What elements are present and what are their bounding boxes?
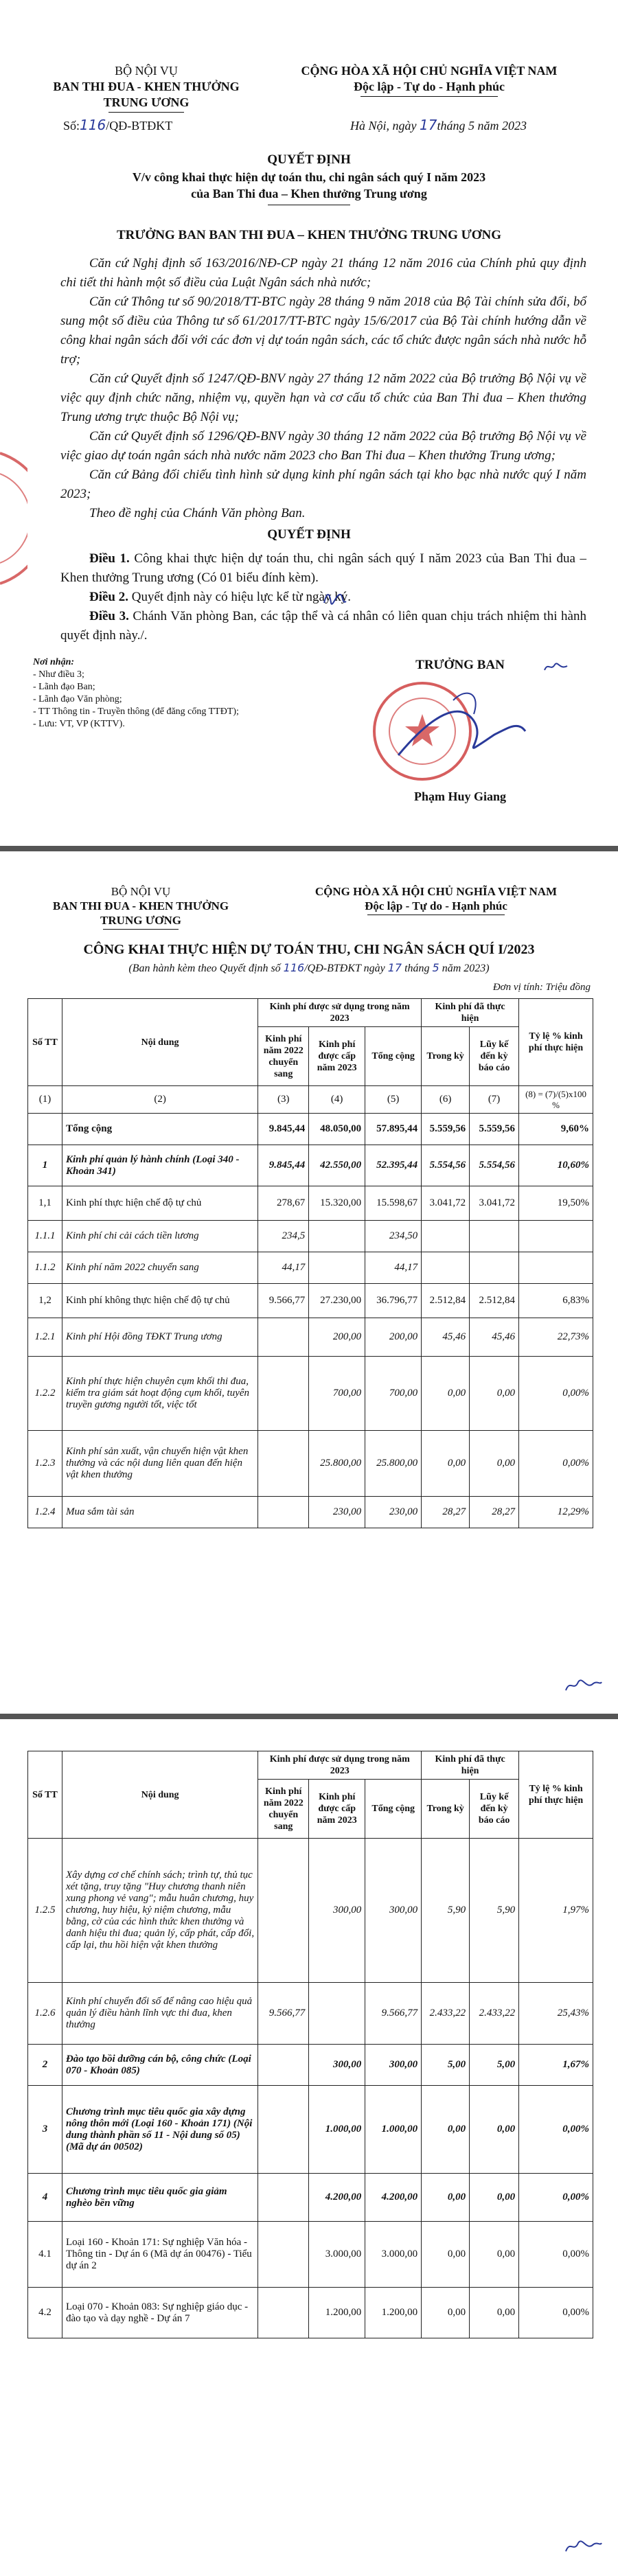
article-text: Công khai thực hiện dự toán thu, chi ngân sách quý I năm 2023 của Ban Thi đua – Khen thưởng Trung ương (Có 01 biểu đính kèm). — [60, 551, 587, 585]
cell-total: 234,50 — [365, 1221, 422, 1252]
cell-content: Mua sắm tài sản — [62, 1497, 258, 1528]
subtitle-month-label: tháng — [404, 963, 430, 974]
cell-rate: 9,60% — [519, 1114, 593, 1145]
cell-period — [422, 1252, 470, 1284]
article-label: Điều 1. — [89, 551, 130, 566]
cell-stt: 4.2 — [28, 2288, 62, 2338]
table-row — [28, 1983, 593, 2045]
cell-rate: 22,73% — [519, 1318, 593, 1357]
decision-page — [0, 0, 618, 846]
cell-period: 0,00 — [422, 2222, 470, 2288]
cell-total: 230,00 — [365, 1497, 422, 1528]
report-page-2 — [0, 1719, 618, 2576]
number-prefix: Số: — [63, 119, 80, 133]
cell-cumulative — [470, 1221, 519, 1252]
col-group-budget: Kinh phí được sử dụng trong năm 2023 — [258, 1751, 422, 1780]
cell-stt: 1.2.1 — [28, 1318, 62, 1357]
cell-total: 3.000,00 — [365, 2222, 422, 2288]
national-header — [268, 63, 591, 97]
cell-cumulative: 5,00 — [470, 2045, 519, 2086]
cell-total: 57.895,44 — [365, 1114, 422, 1145]
cell-total: 4.200,00 — [365, 2174, 422, 2222]
cell-total: 1.000,00 — [365, 2086, 422, 2174]
cell-period: 0,00 — [422, 1431, 470, 1497]
handwritten-month: 5 — [432, 961, 439, 974]
col-number: (8) = (7)/(5)x100 % — [519, 1086, 593, 1114]
date-month: 5 — [468, 119, 474, 133]
cell-content: Kinh phí thực hiện chuyên cụm khối thi đua, kiểm tra giám sát hoạt động cụm khối, tuyên truyền gương người tốt, việc tốt — [62, 1357, 258, 1431]
col-group-budget: Kinh phí được sử dụng trong năm 2023 — [258, 999, 422, 1027]
org-name-line2: TRUNG ƯƠNG — [100, 914, 181, 927]
margin-seal-stamp — [0, 446, 27, 590]
org-name: BAN THI ĐUA - KHEN THƯỞNG — [53, 80, 240, 93]
cell-stt: 1.2.6 — [28, 1983, 62, 2045]
nation-name: CỘNG HÒA XÃ HỘI CHỦ NGHĨA VIỆT NAM — [301, 64, 558, 78]
col-group-executed: Kinh phí đã thực hiện — [422, 999, 519, 1027]
recipients-title: Nơi nhận: — [33, 657, 75, 667]
cell-rate: 0,00% — [519, 2288, 593, 2338]
article-3 — [60, 607, 586, 645]
cell-carry — [258, 1431, 309, 1497]
article-1 — [60, 549, 586, 588]
subtitle-year: năm 2023) — [442, 963, 490, 974]
cell-period: 0,00 — [422, 1357, 470, 1431]
col-rate: Tỷ lệ % kinh phí thực hiện — [519, 1751, 593, 1839]
cell-stt: 4.1 — [28, 2222, 62, 2288]
col-period: Trong kỳ — [422, 1780, 470, 1839]
motto-underline — [360, 96, 498, 97]
cell-allocated: 200,00 — [309, 1318, 365, 1357]
cell-allocated: 48.050,00 — [309, 1114, 365, 1145]
budget-table — [27, 998, 593, 1528]
col-period: Trong kỳ — [422, 1027, 470, 1086]
cell-allocated: 15.320,00 — [309, 1186, 365, 1221]
org-ministry: BỘ NỘI VỤ — [115, 64, 178, 78]
cell-cumulative: 2.512,84 — [470, 1284, 519, 1318]
cell-period: 28,27 — [422, 1497, 470, 1528]
cell-content: Đào tạo bồi dưỡng cán bộ, công chức (Loại 070 - Khoản 085) — [62, 2045, 258, 2086]
recipient-item: - Lưu: VT, VP (KTTV). — [33, 719, 125, 729]
initials-mark — [563, 2536, 604, 2557]
cell-total: 700,00 — [365, 1357, 422, 1431]
cell-rate: 0,00% — [519, 2222, 593, 2288]
cell-rate: 1,97% — [519, 1839, 593, 1983]
handwritten-number: 116 — [80, 117, 106, 133]
cell-rate: 1,67% — [519, 2045, 593, 2086]
cell-stt: 1.1.1 — [28, 1221, 62, 1252]
cell-allocated: 300,00 — [309, 2045, 365, 2086]
budget-table-continued — [27, 1751, 593, 2338]
cell-cumulative: 0,00 — [470, 2222, 519, 2288]
cell-stt: 1.2.5 — [28, 1839, 62, 1983]
date-prefix: Hà Nội, ngày — [350, 119, 417, 133]
cell-period: 0,00 — [422, 2288, 470, 2338]
recipient-item: - Lãnh đạo Ban; — [33, 682, 95, 692]
col-content: Nội dung — [62, 1751, 258, 1839]
cell-stt: 4 — [28, 2174, 62, 2222]
legal-basis: Theo đề nghị của Chánh Văn phòng Ban. — [89, 506, 306, 520]
cell-carry — [258, 2288, 309, 2338]
org-name: BAN THI ĐUA - KHEN THƯỞNG — [52, 899, 229, 912]
report-page-1 — [0, 851, 618, 1714]
subtitle-mid: QĐ-BTĐKT ngày — [307, 963, 385, 974]
cell-content: Chương trình mục tiêu quốc gia giảm nghèo bền vững — [62, 2174, 258, 2222]
table-body — [28, 1839, 593, 2338]
official-seal-and-signature — [371, 673, 536, 790]
legal-basis: Căn cứ Thông tư số 90/2018/TT-BTC ngày 28 tháng 9 năm 2018 của Bộ Tài chính sửa đổi, bổ sung một số điều của Thông tư số 61/2017/TT-BTC ngày 15/6/2017 của Bộ Tài chính hướng dẫn về công khai ngân sách đối với các đơn vị dự toán ngân sách, các tổ chức được ngân sách nhà nước hỗ trợ; — [60, 295, 586, 367]
cell-content: Kinh phí năm 2022 chuyển sang — [62, 1252, 258, 1284]
article-text: Chánh Văn phòng Ban, các tập thể và cá nhân có liên quan chịu trách nhiệm thi hành quyết định này./. — [60, 609, 586, 643]
recipient-item: - TT Thông tin - Truyền thông (để đăng cổng TTĐT); — [33, 706, 239, 717]
cell-total: 300,00 — [365, 2045, 422, 2086]
cell-content: Kinh phí chuyển đổi số để nâng cao hiệu quả quản lý điều hành lĩnh vực thi đua, khen thưởng — [62, 1983, 258, 2045]
subtitle-prefix: (Ban hành kèm theo Quyết định số — [128, 963, 281, 974]
col-number: (4) — [309, 1086, 365, 1114]
cell-stt: 1 — [28, 1145, 62, 1186]
cell-cumulative: 2.433,22 — [470, 1983, 519, 2045]
cell-cumulative — [470, 1252, 519, 1284]
legal-bases — [60, 254, 586, 523]
recipient-item: - Lãnh đạo Văn phòng; — [33, 694, 122, 704]
cell-rate — [519, 1221, 593, 1252]
initials-mark — [542, 659, 570, 674]
cell-rate: 10,60% — [519, 1145, 593, 1186]
cell-allocated: 27.230,00 — [309, 1284, 365, 1318]
cell-cumulative: 3.041,72 — [470, 1186, 519, 1221]
document-number — [63, 117, 172, 133]
cell-carry — [258, 1357, 309, 1431]
table-row — [28, 2045, 593, 2086]
col-total: Tổng cộng — [365, 1027, 422, 1086]
col-stt: Số TT — [28, 999, 62, 1086]
cell-total: 300,00 — [365, 1839, 422, 1983]
cell-carry — [258, 2045, 309, 2086]
cell-allocated: 700,00 — [309, 1357, 365, 1431]
table-row — [28, 2222, 593, 2288]
cell-content: Xây dựng cơ chế chính sách; trình tự, thủ tục xét tặng, truy tặng "Huy chương thanh niên xung phong vẻ vang"; mẫu huân chương, huy chương, huy hiệu, kỷ niệm chương, mẫu bằng, cờ của các hình thức khen thưởng và danh hiệu thi đua; quản lý, cấp phát, cấp đổi, cấp lại, thu hồi hiện vật khen thưởng — [62, 1839, 258, 1983]
col-cumulative: Lũy kế đến kỳ báo cáo — [470, 1780, 519, 1839]
cell-stt: 1.2.4 — [28, 1497, 62, 1528]
signer-title: TRƯỞNG BAN — [415, 658, 505, 672]
legal-basis: Căn cứ Quyết định số 1296/QĐ-BNV ngày 30 tháng 12 năm 2022 của Bộ trưởng Bộ Nội vụ về việc giao dự toán ngân sách nhà nước năm 2023 cho Ban Thi đua – Khen thưởng Trung ương; — [60, 429, 586, 463]
org-name-line2: TRUNG ƯƠNG — [103, 95, 190, 109]
cell-stt: 1.2.3 — [28, 1431, 62, 1497]
cell-carry — [258, 2174, 309, 2222]
cell-cumulative: 0,00 — [470, 2288, 519, 2338]
cell-allocated: 4.200,00 — [309, 2174, 365, 2222]
cell-stt: 1,2 — [28, 1284, 62, 1318]
cell-period: 3.041,72 — [422, 1186, 470, 1221]
cell-period — [422, 1221, 470, 1252]
cell-cumulative: 5.554,56 — [470, 1145, 519, 1186]
decision-subtitle: V/v công khai thực hiện dự toán thu, chi ngân sách quý I năm 2023 — [132, 170, 486, 184]
cell-carry: 9.566,77 — [258, 1284, 309, 1318]
table-row — [28, 1114, 593, 1145]
table-row — [28, 1318, 593, 1357]
table-row — [28, 1252, 593, 1284]
cell-content: Kinh phí sản xuất, vận chuyển hiện vật khen thưởng và các nội dung liên quan đến hiện vật khen thưởng — [62, 1431, 258, 1497]
cell-content: Kinh phí chi cải cách tiền lương — [62, 1221, 258, 1252]
cell-total: 25.800,00 — [365, 1431, 422, 1497]
cell-period: 0,00 — [422, 2174, 470, 2222]
cell-carry: 9.845,44 — [258, 1145, 309, 1186]
cell-cumulative: 5,90 — [470, 1839, 519, 1983]
cell-carry: 44,17 — [258, 1252, 309, 1284]
initials-mark — [321, 589, 349, 610]
table-row — [28, 2086, 593, 2174]
cell-allocated: 3.000,00 — [309, 2222, 365, 2288]
cell-total: 1.200,00 — [365, 2288, 422, 2338]
cell-period: 2.433,22 — [422, 1983, 470, 2045]
cell-carry: 234,5 — [258, 1221, 309, 1252]
org-underline — [108, 112, 184, 113]
col-group-executed: Kinh phí đã thực hiện — [422, 1751, 519, 1780]
article-label: Điều 2. — [89, 590, 128, 604]
cell-content: Kinh phí thực hiện chế độ tự chủ — [62, 1186, 258, 1221]
decide-heading: QUYẾT ĐỊNH — [267, 527, 351, 542]
cell-allocated: 42.550,00 — [309, 1145, 365, 1186]
nation-motto: Độc lập - Tự do - Hạnh phúc — [353, 80, 505, 93]
table-body — [28, 1114, 593, 1528]
cell-carry: 278,67 — [258, 1186, 309, 1221]
cell-allocated — [309, 1252, 365, 1284]
cell-stt: 1.1.2 — [28, 1252, 62, 1284]
legal-basis: Căn cứ Quyết định số 1247/QĐ-BNV ngày 27 tháng 12 năm 2022 của Bộ trưởng Bộ Nội vụ về việc quy định chức năng, nhiệm vụ, quyền hạn và cơ cấu tổ chức của Ban Thi đua – Khen thưởng Trung ương trực thuộc Bộ Nội vụ; — [60, 371, 586, 424]
cell-cumulative: 0,00 — [470, 2174, 519, 2222]
cell-period: 45,46 — [422, 1318, 470, 1357]
national-header — [275, 884, 597, 915]
decision-title: QUYẾT ĐỊNH — [267, 152, 351, 167]
col-number: (1) — [28, 1086, 62, 1114]
cell-cumulative: 28,27 — [470, 1497, 519, 1528]
table-row — [28, 1284, 593, 1318]
cell-allocated — [309, 1221, 365, 1252]
cell-stt — [28, 1114, 62, 1145]
recipient-item: - Như điều 3; — [33, 669, 84, 680]
issuing-org-header — [33, 63, 260, 113]
table-row — [28, 1839, 593, 1983]
table-row — [28, 2288, 593, 2338]
cell-allocated: 230,00 — [309, 1497, 365, 1528]
signer-name: Phạm Huy Giang — [413, 790, 507, 803]
org-ministry: BỘ NỘI VỤ — [111, 885, 171, 898]
col-number: (7) — [470, 1086, 519, 1114]
cell-rate: 25,43% — [519, 1983, 593, 2045]
number-suffix: /QĐ-BTĐKT — [106, 119, 173, 133]
report-title: CÔNG KHAI THỰC HIỆN DỰ TOÁN THU, CHI NGÂN SÁCH QUÍ I/2023 — [83, 942, 535, 957]
cell-total: 9.566,77 — [365, 1983, 422, 2045]
unit-note: Đơn vị tính: Triệu đồng — [492, 982, 591, 993]
issuing-org-header — [27, 884, 254, 930]
org-underline — [103, 929, 179, 930]
col-number: (6) — [422, 1086, 470, 1114]
article-label: Điều 3. — [89, 609, 129, 623]
table-row — [28, 1431, 593, 1497]
cell-period: 5,90 — [422, 1839, 470, 1983]
date-year: năm 2023 — [477, 119, 527, 133]
cell-total: 52.395,44 — [365, 1145, 422, 1186]
col-allocated: Kinh phí được cấp năm 2023 — [309, 1780, 365, 1839]
cell-content: Kinh phí quản lý hành chính (Loại 340 - Khoản 341) — [62, 1145, 258, 1186]
cell-cumulative: 0,00 — [470, 2086, 519, 2174]
cell-total: 200,00 — [365, 1318, 422, 1357]
col-total: Tổng cộng — [365, 1780, 422, 1839]
initials-mark — [563, 1675, 604, 1696]
nation-motto: Độc lập - Tự do - Hạnh phúc — [365, 899, 507, 912]
decision-subtitle-line2: của Ban Thi đua – Khen thưởng Trung ương — [191, 187, 427, 200]
legal-basis: Căn cứ Bảng đối chiếu tình hình sử dụng kinh phí ngân sách tại kho bạc nhà nước quý I năm 2023; — [60, 468, 586, 501]
date-month-label: tháng — [437, 119, 466, 133]
cell-allocated — [309, 1983, 365, 2045]
cell-period: 0,00 — [422, 2086, 470, 2174]
report-subtitle: (Ban hành kèm theo Quyết định số 116/QĐ-BTĐKT ngày 17 tháng 5 năm 2023) — [128, 961, 490, 974]
col-carry: Kinh phí năm 2022 chuyển sang — [258, 1780, 309, 1839]
recipients-block — [33, 656, 294, 731]
cell-cumulative: 0,00 — [470, 1431, 519, 1497]
cell-allocated: 1.000,00 — [309, 2086, 365, 2174]
cell-rate: 0,00% — [519, 2086, 593, 2174]
cell-stt: 2 — [28, 2045, 62, 2086]
cell-rate: 0,00% — [519, 1357, 593, 1431]
cell-content: Chương trình mục tiêu quốc gia xây dựng nông thôn mới (Loại 160 - Khoản 171) (Nội dung thành phần số 11 - Nội dung số 05) (Mã dự án 00502) — [62, 2086, 258, 2174]
cell-content: Loại 070 - Khoản 083: Sự nghiệp giáo dục - đào tạo và dạy nghề - Dự án 7 — [62, 2288, 258, 2338]
cell-content: Loại 160 - Khoản 171: Sự nghiệp Văn hóa - Thông tin - Dự án 6 (Mã dự án 00476) - Tiểu dự án 2 — [62, 2222, 258, 2288]
table-row — [28, 1497, 593, 1528]
cell-rate: 12,29% — [519, 1497, 593, 1528]
cell-period: 5.559,56 — [422, 1114, 470, 1145]
col-content: Nội dung — [62, 999, 258, 1086]
cell-total: 36.796,77 — [365, 1284, 422, 1318]
cell-stt: 1.2.2 — [28, 1357, 62, 1431]
table-row — [28, 1221, 593, 1252]
cell-allocated: 1.200,00 — [309, 2288, 365, 2338]
col-allocated: Kinh phí được cấp năm 2023 — [309, 1027, 365, 1086]
cell-stt: 1,1 — [28, 1186, 62, 1221]
cell-rate: 0,00% — [519, 2174, 593, 2222]
cell-carry: 9.845,44 — [258, 1114, 309, 1145]
handwritten-day: 17 — [387, 961, 402, 974]
cell-carry — [258, 1839, 309, 1983]
cell-allocated: 25.800,00 — [309, 1431, 365, 1497]
cell-period: 5.554,56 — [422, 1145, 470, 1186]
cell-content: Kinh phí không thực hiện chế độ tự chủ — [62, 1284, 258, 1318]
cell-stt: 3 — [28, 2086, 62, 2174]
table-row — [28, 1186, 593, 1221]
cell-period: 2.512,84 — [422, 1284, 470, 1318]
col-cumulative: Lũy kế đến kỳ báo cáo — [470, 1027, 519, 1086]
table-row — [28, 1357, 593, 1431]
cell-cumulative: 45,46 — [470, 1318, 519, 1357]
cell-rate — [519, 1252, 593, 1284]
col-number: (2) — [62, 1086, 258, 1114]
cell-rate: 19,50% — [519, 1186, 593, 1221]
article-text: Quyết định này có hiệu lực kể từ ngày ký. — [131, 590, 351, 604]
cell-cumulative: 5.559,56 — [470, 1114, 519, 1145]
cell-cumulative: 0,00 — [470, 1357, 519, 1431]
cell-content: Kinh phí Hội đồng TĐKT Trung ương — [62, 1318, 258, 1357]
col-rate: Tỷ lệ % kinh phí thực hiện — [519, 999, 593, 1086]
col-stt: Số TT — [28, 1751, 62, 1839]
nation-name: CỘNG HÒA XÃ HỘI CHỦ NGHĨA VIỆT NAM — [314, 885, 558, 898]
cell-allocated: 300,00 — [309, 1839, 365, 1983]
table-row — [28, 2174, 593, 2222]
col-carry: Kinh phí năm 2022 chuyển sang — [258, 1027, 309, 1086]
cell-carry — [258, 2222, 309, 2288]
legal-basis: Căn cứ Nghị định số 163/2016/NĐ-CP ngày 21 tháng 12 năm 2016 của Chính phủ quy định chi tiết thi hành một số điều của Luật Ngân sách nhà nước; — [60, 256, 586, 290]
handwritten-number: 116 — [283, 961, 305, 974]
cell-carry — [258, 1318, 309, 1357]
cell-rate: 6,83% — [519, 1284, 593, 1318]
cell-carry — [258, 2086, 309, 2174]
cell-carry — [258, 1497, 309, 1528]
cell-carry: 9.566,77 — [258, 1983, 309, 2045]
cell-period: 5,00 — [422, 2045, 470, 2086]
col-number: (3) — [258, 1086, 309, 1114]
table-row — [28, 1145, 593, 1186]
handwritten-day: 17 — [420, 117, 437, 133]
cell-content: Tổng cộng — [62, 1114, 258, 1145]
cell-total: 44,17 — [365, 1252, 422, 1284]
col-number: (5) — [365, 1086, 422, 1114]
document-date — [350, 117, 527, 133]
authority-line: TRƯỞNG BAN BAN THI ĐUA – KHEN THƯỞNG TRUNG ƯƠNG — [116, 228, 502, 242]
cell-rate: 0,00% — [519, 1431, 593, 1497]
cell-total: 15.598,67 — [365, 1186, 422, 1221]
